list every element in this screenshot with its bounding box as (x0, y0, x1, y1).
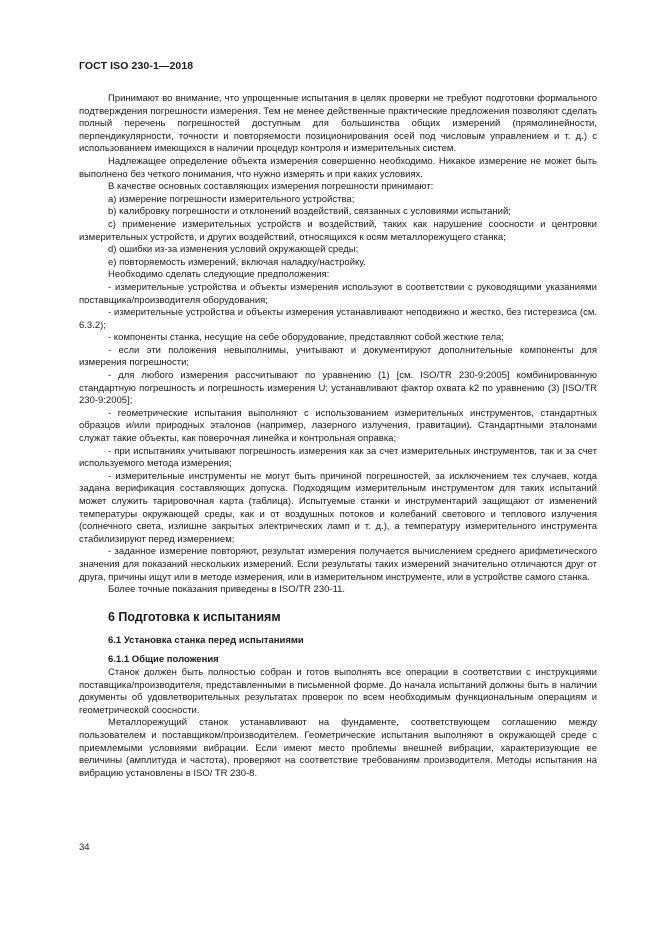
list-item: - геометрические испытания выполняют с использованием измерительных инструментов, стандартных образцов и/или природных эталонов (например, лазерного излучения, гравитации). Стандартными эталонами служат такие объекты, как поверочная линейка и контрольная оправка; (79, 407, 597, 445)
paragraph: Надлежащее определение объекта измерения совершенно необходимо. Никакое измерение не может быть выполнено без четкого понимания, что нужно измерять и при каких условиях. (79, 155, 597, 180)
list-item: - заданное измерение повторяют, результат измерения получается вычислением среднего арифметического значения для показаний нескольких измерений. Если результаты таких измерений значительно отличаются друг от друга, причины ищут или в методе измерения, или в измерительном инструменте, или в устройстве самого станка. (79, 546, 597, 583)
list-item: - для любого измерения рассчитывают по уравнению (1) [см. ISO/TR 230-9:2005] комбинированную стандартную погрешность и погрешность измерения U; устанавливают фактор охвата k2 по уравнению (3) [ISO/TR 230-9:2005]; (79, 370, 597, 407)
paragraph: Необходимо сделать следующие предположения: (108, 269, 330, 281)
list-item: - компоненты станка, несущие на себе оборудование, представляют собой жесткие тела; (108, 332, 504, 344)
body-text (79, 93, 597, 780)
list-item: - измерительные устройства и объекты измерения используют в соответствии с руководящими указаниями поставщика/производителя оборудования; (79, 281, 597, 306)
page-header-standard-id: ГОСТ ISO 230-1—2018 (79, 60, 194, 72)
paragraph: Металлорежущий станок устанавливают на фундаменте, соответствующем соглашению между пользователем и поставщиком/производителем. Геометрические испытания выполняют в окружающей среде с приемлемыми условиями вибрации. Если имеют место проблемы внешней вибрации, характеризующие ее величины (амплитуда и частота), проверяют на соответствие требованиям производителя. Методы испытания на вибрацию установлены в ISO/ TR 230-8. (79, 717, 597, 779)
list-item: e) повторяемость измерений, включая наладку/настройку. (108, 256, 366, 268)
list-item: - если эти положения невыполнимы, учитывают и документируют дополнительные компоненты для измерения погрешности; (79, 344, 597, 369)
section-heading: 6 Подготовка к испытаниям (108, 609, 281, 624)
list-item: - при испытаниях учитывают погрешность измерения как за счет измерительных инструментов, так и за счет используемого метода измерения; (79, 445, 597, 470)
list-item: d) ошибки из-за изменения условий окружающей среды; (108, 244, 359, 256)
paragraph: В качестве основных составляющих измерения погрешности принимают: (108, 181, 434, 193)
subsubsection-heading: 6.1.1 Общие положения (108, 654, 219, 666)
paragraph: Станок должен быть полностью собран и готов выполнять все операции в соответствии с инструкциями поставщика/производителя, представленными в письменной форме. До начала испытаний должны быть в наличии документы об удовлетворительных результатах проверок по всем необходимым функциональным операциям и геометрической соосности. (79, 666, 597, 716)
list-item: b) калибровку погрешности и отклонений воздействий, связанных с условиями испытаний; (108, 206, 511, 218)
list-item: - измерительные инструменты не могут быть причиной погрешностей, за исключением тех случаев, когда задана верификация составляющих допуска. Подходящим измерительным инструментом для таких испытаний может служить тарировочная карта (таблица). Испытуемые станки и инструментарий защищают от изменений температуры окружающей среды, как и от воздушных потоков и колебаний светового и теплового излучения (солнечного света, излишне закрытых электрических ламп и т. д.), а температуру измерительного инструмента стабилизируют перед измерением; (79, 470, 597, 545)
list-item: - измерительные устройства и объекты измерения устанавливают неподвижно и жестко, без гистерезиса (см. 6.3.2); (79, 307, 597, 331)
list-item: c) применение измерительных устройств и воздействий, таких как нарушение соосности и центровки измерительных устройств, и других воздействий, относящихся к осям металлорежущего станка; (79, 218, 597, 243)
subsection-heading: 6.1 Установка станка перед испытаниями (108, 634, 304, 646)
page-number: 34 (79, 842, 90, 853)
paragraph: Более точные показания приведены в ISO/TR 230-11. (108, 584, 346, 596)
list-item: a) измерение погрешности измерительного устройства; (108, 193, 355, 205)
paragraph: Принимают во внимание, что упрощенные испытания в целях проверки не требуют подготовки формального подтверждения погрешности измерения. Тем не менее действенные практические предложения позволяют сделать полный перечень погрешностей доступным для большинства общих измерений (прямолинейности, перпендикулярности, точности и повторяемости позиционирования осей под числовым управлением и т. д.) с использованием имеющихся в наличии процедур контроля и измерительных систем. (79, 93, 597, 155)
